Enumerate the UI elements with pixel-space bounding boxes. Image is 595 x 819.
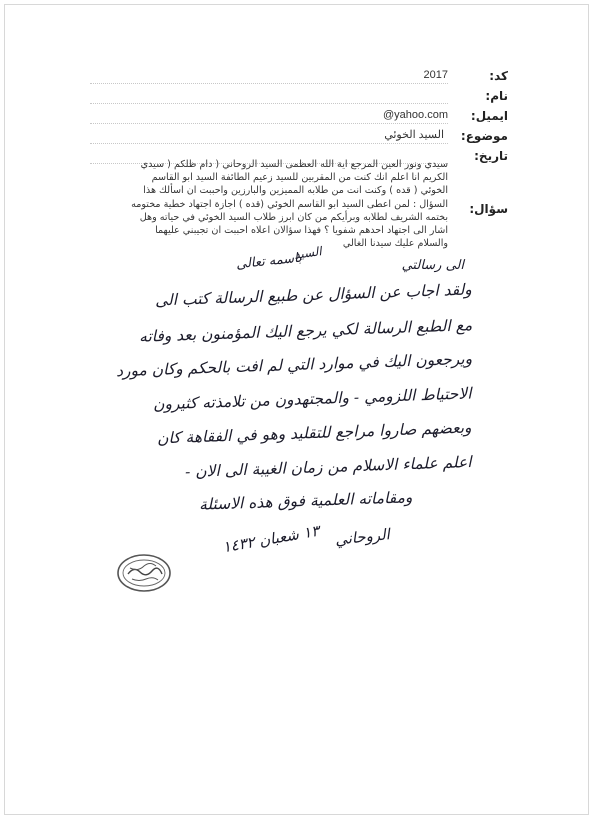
- question-line: بختمه الشريف لطلابه وبرأيكم من كان ابرز طلاب السيد الخوئي في حياته وهل: [139, 211, 448, 223]
- subject-row: [90, 126, 508, 144]
- question-text: [92, 158, 448, 250]
- answer-line: الاحتياط اللزومي - والمجتهدون من تلامذته كثيرون: [153, 384, 473, 414]
- question-line: سيدي ونور العين المرجع اية الله العظمى السيد الروحاني ( دام ظلكم ( سيدي: [140, 159, 448, 170]
- date-label: تاریخ:: [474, 149, 508, 163]
- question-label: سؤال:: [469, 202, 508, 216]
- email-label: ایمیل:: [470, 109, 508, 123]
- question-line: اشار الى اجتهاد احدهم شفويا ؟ فهذا سؤالان اعلاه احببت ان تجيبني عليهما: [155, 225, 448, 237]
- divider: [90, 143, 448, 144]
- question-line: والسلام عليك سيدنا الغالي: [342, 238, 448, 250]
- signature-block: [160, 520, 391, 590]
- answer-line: ويرجعون اليك في موارد التي لم افت بالحكم وكان مورد: [115, 349, 473, 381]
- email-value: @yahoo.com: [383, 109, 448, 121]
- divider: [90, 103, 448, 104]
- divider: [90, 83, 448, 84]
- subject-label: موضوع:: [460, 129, 508, 143]
- code-label: كد:: [489, 69, 508, 83]
- email-row: [90, 106, 508, 124]
- divider: [90, 123, 448, 124]
- question-line: الخوئي ( قده ) وكنت انت من طلابه المميزين والبارزين واحببت ان اسألك هذا: [143, 185, 448, 197]
- answer-heading-word: السيد: [293, 244, 323, 262]
- answer-line: وبعضهم صاروا مراجع للتقليد وهو في الفقاهة كان: [157, 418, 473, 448]
- question-line: السؤال : لمن اعطى السيد ابو القاسم الخوئي (قده ) اجازة اجتهاد خطية مختومه: [131, 198, 448, 210]
- subject-value: السيد الخوئي: [384, 129, 444, 141]
- answer-line: ولقد اجاب عن السؤال عن طبيع الرسالة كتب الى: [154, 280, 473, 310]
- answer-line: مع الطبع الرسالة لكي يرجع اليك المؤمنون بعد وفاته: [138, 316, 473, 346]
- seal-stamp-icon: [116, 552, 172, 594]
- signature-name: الروحاني: [334, 525, 391, 549]
- name-row: [90, 86, 508, 104]
- answer-line: ومقاماته العلمية فوق هذه الاسئلة: [198, 488, 413, 514]
- answer-heading-right: الى رسالتي: [401, 258, 464, 273]
- signature-date: ١٣ شعبان ١٤٣٢: [221, 521, 321, 557]
- answer-line: اعلم علماء الاسلام من زمان الغيبة الى الان -: [185, 453, 473, 481]
- code-row: [90, 66, 508, 84]
- answer-heading: باسمه تعالى: [235, 250, 303, 273]
- question-line: الكريم انا اعلم انك كنت من المقربين للسيد زعيم الطائفة السيد ابو القاسم: [151, 172, 448, 184]
- name-label: نام:: [485, 89, 508, 103]
- code-value: 2017: [423, 69, 448, 81]
